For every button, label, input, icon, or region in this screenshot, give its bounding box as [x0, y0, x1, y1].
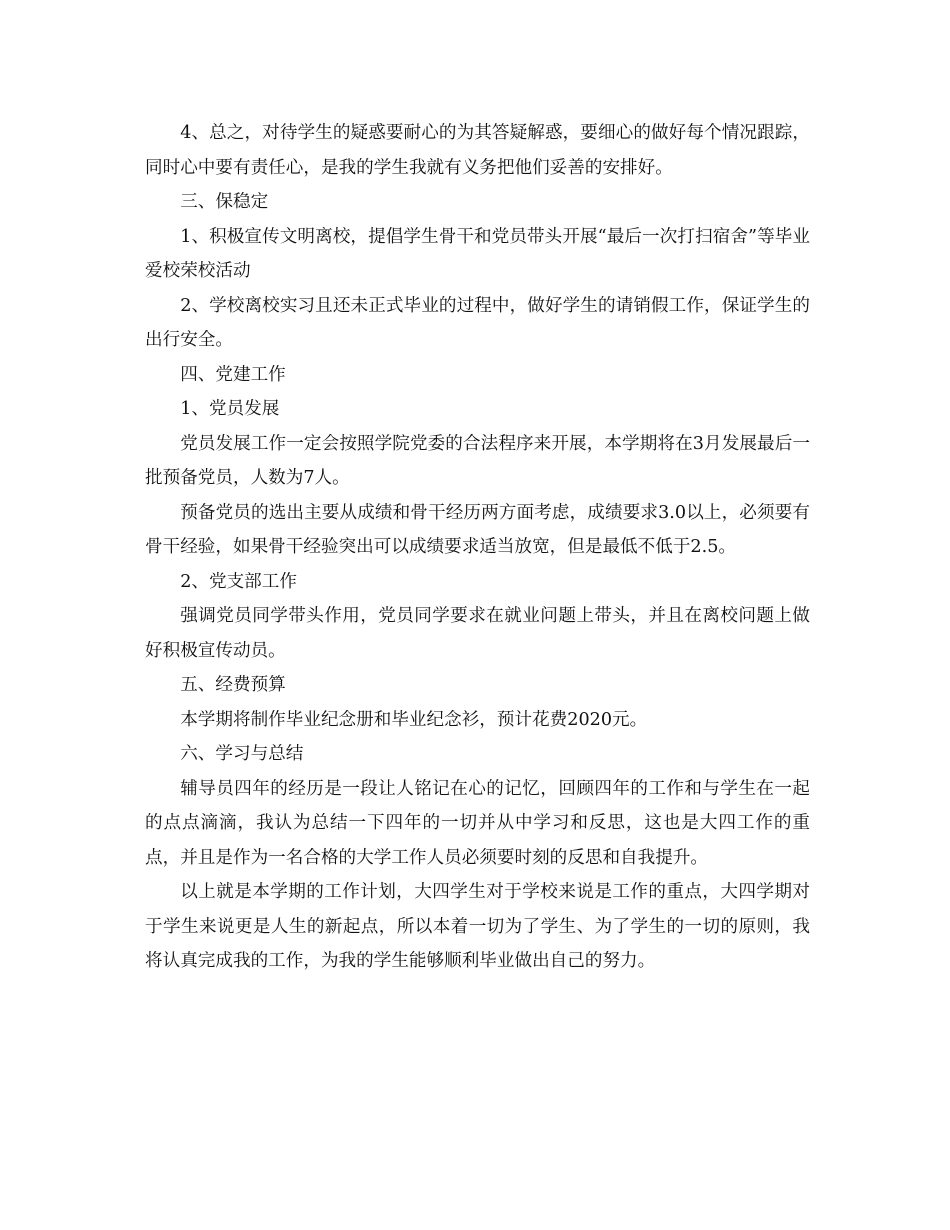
- section-heading-stability: 三、保稳定: [180, 192, 269, 212]
- section-heading-party-building: 四、党建工作: [180, 364, 286, 385]
- document-body: [145, 116, 810, 979]
- subheading-branch-work: 2、党支部工作: [180, 571, 297, 592]
- section-heading-budget: 五、经费预算: [180, 675, 286, 695]
- subheading-member-development: 1、党员发展: [180, 399, 280, 419]
- paragraph-candidate-selection: 预备党员的选出主要从成绩和骨干经历两方面考虑，成绩要求3.0以上，必须要有骨干经验，如果骨干经验突出可以成绩要求适当放宽，但是最低不低于2.5。: [145, 502, 810, 557]
- paragraph-civilized-leaving: 1、积极宣传文明离校，提倡学生骨干和党员带头开展“最后一次打扫宿舍”等毕业爱校荣校活动: [145, 226, 810, 281]
- paragraph-reflection: 辅导员四年的经历是一段让人铭记在心的记忆，回顾四年的工作和与学生在一起的点点滴滴，我认为总结一下四年的一切并从中学习和反思，这也是大四工作的重点，并且是作为一名合格的大学工作人员必须要时刻的反思和自我提升。: [145, 778, 810, 868]
- paragraph-leave-management: 2、学校离校实习且还未正式毕业的过程中，做好学生的请销假工作，保证学生的出行安全。: [145, 295, 810, 350]
- paragraph-responsibility: 4、总之，对待学生的疑惑要耐心的为其答疑解惑，要细心的做好每个情况跟踪，同时心中要有责任心，是我的学生我就有义务把他们妥善的安排好。: [145, 123, 810, 178]
- paragraph-branch-work: 强调党员同学带头作用，党员同学要求在就业问题上带头，并且在离校问题上做好积极宣传动员。: [145, 606, 810, 661]
- paragraph-budget: 本学期将制作毕业纪念册和毕业纪念衫，预计花费2020元。: [180, 709, 648, 730]
- section-heading-study-summary: 六、学习与总结: [180, 744, 304, 764]
- paragraph-conclusion: 以上就是本学期的工作计划，大四学生对于学校来说是工作的重点，大四学期对于学生来说更是人生的新起点，所以本着一切为了学生、为了学生的一切的原则，我将认真完成我的工作，为我的学生能够顺利毕业做出自己的努力。: [145, 882, 810, 971]
- paragraph-member-development: 党员发展工作一定会按照学院党委的合法程序来开展，本学期将在3月发展最后一批预备党员，人数为7人。: [145, 433, 810, 488]
